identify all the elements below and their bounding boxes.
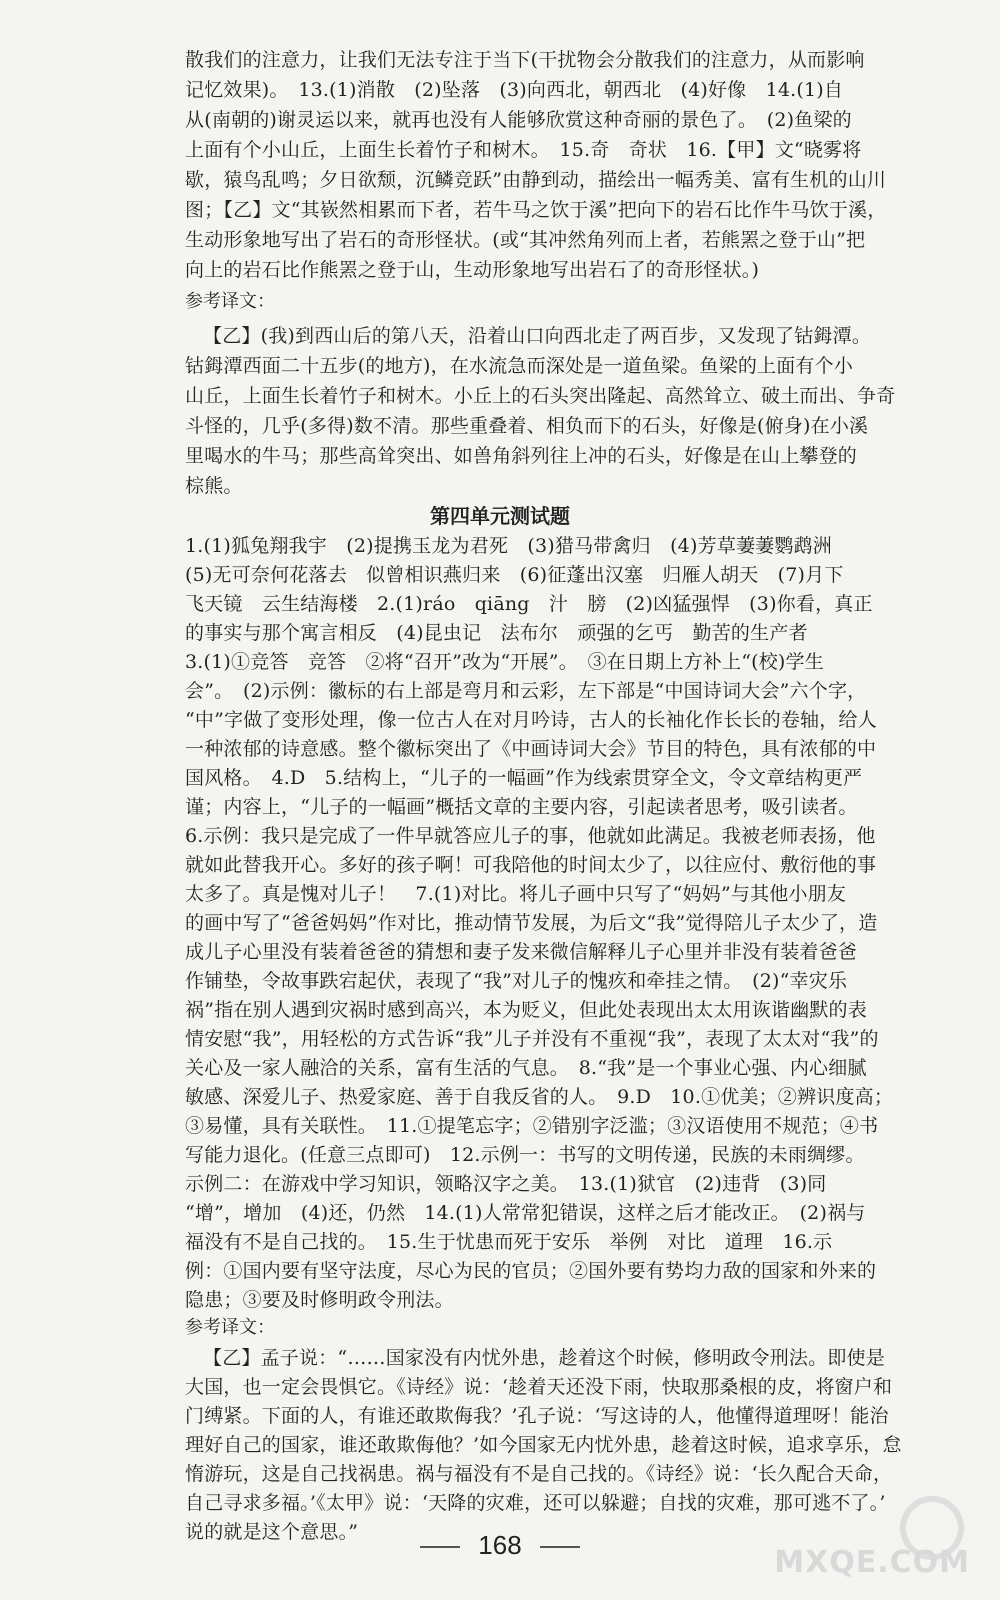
text-line: 祸”指在别人遇到灾祸时感到高兴，本为贬义，但此处表现出太太用诙谐幽默的表 — [185, 999, 867, 1021]
page-number-text: 168 — [478, 1530, 522, 1560]
watermark-text: MXQE.COM — [774, 1545, 970, 1580]
text-line: 大国，也一定会畏惧它。《诗经》说：‘趁着天还没下雨，快取那桑根的皮，将窗户和 — [185, 1376, 893, 1398]
text-line: 会”。 (2)示例：徽标的右上部是弯月和云彩，左下部是“中国诗词大会”六个字， — [185, 680, 867, 702]
text-line: 歇，猿鸟乱鸣；夕日欲颓，沉鳞竞跃”由静到动，描绘出一幅秀美、富有生机的山川 — [185, 169, 887, 191]
text-line: 国风格。 4.D 5.结构上，“儿子的一幅画”作为线索贯穿全文，令文章结构更严 — [185, 767, 863, 789]
text-line: 散我们的注意力，让我们无法专注于当下(干扰物会分散我们的注意力，从而影响 — [185, 49, 865, 71]
text-line: 斗怪的，几乎(多得)数不清。那些重叠着、相负而下的石头，好像是(俯身)在小溪 — [185, 415, 869, 437]
text-line: 隐患；③要及时修明政令刑法。 — [185, 1289, 454, 1311]
dash-right — [540, 1546, 580, 1548]
section-title: 第四单元测试题 — [430, 504, 570, 528]
text-line: 生动形象地写出了岩石的奇形怪状。(或“其冲然角列而上者，若熊罴之登于山”把 — [185, 229, 866, 251]
text-line: 理好自己的国家，谁还敢欺侮他？’如今国家无内忧外患，趁着这时候，追求享乐，怠 — [185, 1434, 902, 1456]
text-line: 【乙】孟子说：“……国家没有内忧外患，趁着这个时候，修明政令刑法。即使是 — [203, 1347, 885, 1369]
text-line: 里喝水的牛马；那些高耸突出、如兽角斜列往上冲的石头，好像是在山上攀登的 — [185, 445, 858, 467]
text-line: 说的就是这个意思。” — [185, 1521, 359, 1543]
text-line: 山丘，上面生长着竹子和树木。小丘上的石头突出隆起、高然耸立、破土而出、争奇 — [185, 385, 896, 407]
text-line: 敏感、深爱儿子、热爱家庭、善于自我反省的人。 9.D 10.①优美；②辨识度高； — [185, 1086, 894, 1108]
text-line: 飞天镜 云生结海楼 2.(1)ráo qiāng 汁 膀 (2)凶猛强悍 (3)你看，真正 — [185, 593, 873, 615]
text-line: 6.示例：我只是完成了一件早就答应儿子的事，他就如此满足。我被老师表扬，他 — [185, 825, 876, 847]
text-line: 写能力退化。(任意三点即可) 12.示例一：书写的文明传递，民族的未雨绸缪。 — [185, 1144, 865, 1166]
text-line: 就如此替我开心。多好的孩子啊！可我陪他的时间太少了，以往应付、敷衍他的事 — [185, 854, 877, 876]
text-line: 上面有个小山丘，上面生长着竹子和树木。 15.奇 奇状 16.【甲】文“晓雾将 — [185, 139, 862, 161]
text-line: 棕熊。 — [185, 475, 243, 497]
text-line: 示例二：在游戏中学习知识，领略汉字之美。 13.(1)狱官 (2)违背 (3)同 — [185, 1173, 827, 1195]
text-line: 的事实与那个寓言相反 (4)昆虫记 法布尔 顽强的乞丐 勤苦的生产者 — [185, 622, 808, 644]
text-line: 例：①国内要有坚守法度，尽心为民的官员；②国外要有势均力敌的国家和外来的 — [185, 1260, 877, 1282]
text-line: (5)无可奈何花落去 似曾相识燕归来 (6)征蓬出汉塞 归雁人胡天 (7)月下 — [185, 564, 844, 586]
reference-translation-label: 参考译文： — [185, 291, 275, 312]
text-line: 【乙】(我)到西山后的第八天，沿着山口向西北走了两百步，又发现了钴鉧潭。 — [203, 325, 872, 347]
text-line: “增”，增加 (4)还，仍然 14.(1)人常常犯错误，这样之后才能改正。 (2)祸与 — [185, 1202, 866, 1224]
text-line: 从(南朝的)谢灵运以来，就再也没有人能够欣赏这种奇丽的景色了。 (2)鱼梁的 — [185, 109, 852, 131]
text-line: 图；【乙】文“其嵚然相累而下者，若牛马之饮于溪”把向下的岩石比作牛马饮于溪， — [185, 199, 887, 221]
text-line: 自己寻求多福。’《太甲》说：‘天降的灾难，还可以躲避；自找的灾难，那可逃不了。’ — [185, 1492, 886, 1514]
dash-left — [420, 1546, 460, 1548]
text-line: 惰游玩，这是自己找祸患。祸与福没有不是自己找的。《诗经》说：‘长久配合天命， — [185, 1463, 893, 1485]
text-line: 向上的岩石比作熊罴之登于山，生动形象地写出岩石了的奇形怪状。) — [185, 259, 760, 281]
text-line: “中”字做了变形处理，像一位古人在对月吟诗，古人的长袖化作长长的卷轴，给人 — [185, 709, 877, 731]
text-line: 3.(1)①竞答 竞答 ②将“召开”改为“开展”。 ③在日期上方补上“(校)学生 — [185, 651, 824, 673]
watermark-logo — [774, 1490, 970, 1580]
text-line: 钴鉧潭西面二十五步(的地方)，在水流急而深处是一道鱼梁。鱼梁的上面有个小 — [185, 355, 854, 377]
text-line: 门缚紧。下面的人，有谁还敢欺侮我？’孔子说：‘写这诗的人，他懂得道理呀！能治 — [185, 1405, 889, 1427]
text-line: 记忆效果)。 13.(1)消散 (2)坠落 (3)向西北，朝西北 (4)好像 14.(1)自 — [185, 79, 844, 101]
text-line: 福没有不是自己找的。 15.生于忧患而死于安乐 举例 对比 道理 16.示 — [185, 1231, 833, 1253]
text-line: 谨；内容上，“儿子的一幅画”概括文章的主要内容，引起读者思考，吸引读者。 — [185, 796, 858, 818]
text-line: ③易懂，具有关联性。 11.①提笔忘字；②错别字泛滥；③汉语使用不规范；④书 — [185, 1115, 879, 1137]
text-line: 情安慰“我”，用轻松的方式告诉“我”儿子并没有不重视“我”，表现了太太对“我”的 — [185, 1028, 879, 1050]
text-line: 成儿子心里没有装着爸爸的猜想和妻子发来微信解释儿子心里并非没有装着爸爸 — [185, 941, 858, 963]
text-line: 关心及一家人融洽的关系，富有生活的气息。 8.“我”是一个事业心强、内心细腻 — [185, 1057, 867, 1079]
text-line: 一种浓郁的诗意感。整个徽标突出了《中画诗词大会》节目的特色，具有浓郁的中 — [185, 738, 877, 760]
text-line: 1.(1)狐兔翔我宇 (2)提携玉龙为君死 (3)猎马带禽归 (4)芳草萋萋鹦鹉洲 — [185, 535, 832, 557]
reference-translation-label: 参考译文： — [185, 1317, 275, 1338]
text-line: 的画中写了“爸爸妈妈”作对比，推动情节发展，为后文“我”觉得陪儿子太少了，造 — [185, 912, 878, 934]
text-line: 作铺垫，令故事跌宕起伏，表现了“我”对儿子的愧疚和牵挂之情。 (2)“幸灾乐 — [185, 970, 848, 992]
text-line: 太多了。真是愧对儿子！ 7.(1)对比。将儿子画中只写了“妈妈”与其他小朋友 — [185, 883, 847, 905]
